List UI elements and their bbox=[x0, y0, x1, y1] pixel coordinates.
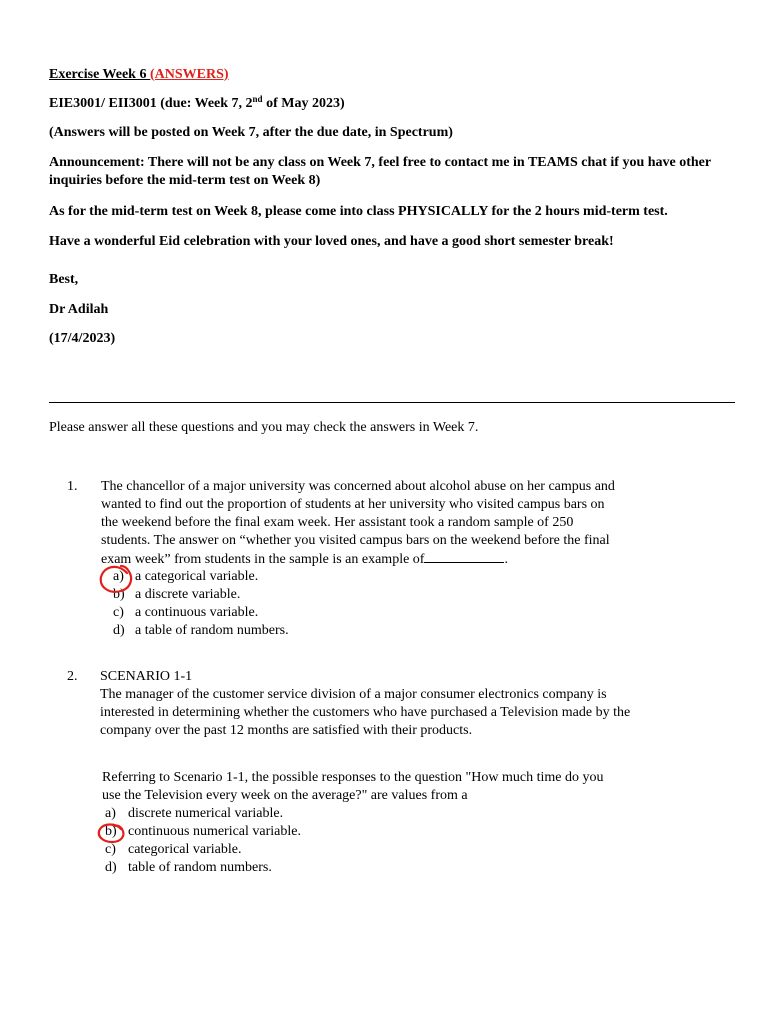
announcement-line-1: Announcement: There will not be any class on Week 7, feel free to contact me in TEAMS chat if you have other bbox=[49, 155, 712, 170]
question-1-line: students. The answer on “whether you visited campus bars on the weekend before the final bbox=[101, 533, 610, 548]
course-line bbox=[49, 95, 345, 113]
question-1-line: wanted to find out the proportion of students at her university who visited campus bars on bbox=[101, 497, 605, 512]
question-2-line: Referring to Scenario 1-1, the possible responses to the question "How much time do you bbox=[102, 770, 604, 785]
option-letter: b) bbox=[113, 587, 125, 602]
scenario-line: The manager of the customer service division of a major consumer electronics company is bbox=[100, 687, 607, 702]
question-1-text bbox=[101, 478, 615, 569]
option-text: categorical variable. bbox=[128, 842, 242, 857]
question-2-text bbox=[102, 769, 603, 805]
sign-name: Dr Adilah bbox=[49, 302, 109, 317]
option-text: table of random numbers. bbox=[128, 860, 272, 875]
question-1-line: the weekend before the final exam week. Her assistant took a random sample of 250 bbox=[101, 515, 574, 530]
announcement-line-2: inquiries before the mid-term test on Week 8) bbox=[49, 173, 321, 188]
option-text: a categorical variable. bbox=[135, 569, 259, 584]
option-letter: d) bbox=[113, 623, 125, 638]
question-1-line: exam week” from students in the sample is an example of bbox=[101, 552, 425, 567]
option-letter: c) bbox=[105, 842, 116, 857]
horizontal-rule bbox=[49, 402, 735, 403]
scenario-line: company over the past 12 months are satisfied with their products. bbox=[100, 723, 473, 738]
course-sup: nd bbox=[252, 94, 263, 104]
question-1-number: 1. bbox=[67, 479, 78, 494]
eid-line: Have a wonderful Eid celebration with your loved ones, and have a good short semester break! bbox=[49, 234, 614, 249]
scenario-line: interested in determining whether the customers who have purchased a Television made by the bbox=[100, 705, 631, 720]
course-pre: EIE3001/ EII3001 (due: Week 7, 2 bbox=[49, 96, 253, 111]
question-2-option-c[interactable] bbox=[105, 841, 241, 859]
question-1-option-a[interactable] bbox=[113, 568, 258, 586]
question-1-option-c[interactable] bbox=[113, 604, 258, 622]
option-text: a table of random numbers. bbox=[135, 623, 289, 638]
question-2-line: use the Television every week on the average?" are values from a bbox=[102, 788, 468, 803]
option-letter: a) bbox=[105, 806, 116, 821]
sign-date: (17/4/2023) bbox=[49, 331, 116, 346]
answers-tag: (ANSWERS) bbox=[149, 67, 229, 82]
option-letter: b) bbox=[105, 824, 117, 839]
option-text: a discrete variable. bbox=[135, 587, 241, 602]
sign-best: Best, bbox=[49, 272, 79, 287]
scenario-title: SCENARIO 1-1 bbox=[100, 669, 193, 684]
title-text: Exercise Week 6 bbox=[49, 67, 147, 82]
blank-end: . bbox=[504, 552, 508, 567]
exercise-title bbox=[49, 66, 229, 84]
midterm-line: As for the mid-term test on Week 8, please come into class PHYSICALLY for the 2 hours mid-term test. bbox=[49, 204, 668, 219]
answers-posted-line: (Answers will be posted on Week 7, after the due date, in Spectrum) bbox=[49, 125, 453, 140]
question-2-number: 2. bbox=[67, 669, 78, 684]
question-1-line-last bbox=[101, 550, 615, 569]
option-letter: d) bbox=[105, 860, 117, 875]
question-1-line: The chancellor of a major university was concerned about alcohol abuse on her campus and bbox=[101, 479, 615, 494]
option-letter: a) bbox=[113, 569, 124, 584]
answer-blank bbox=[424, 550, 504, 563]
scenario-block bbox=[100, 668, 630, 740]
option-letter: c) bbox=[113, 605, 124, 620]
option-text: continuous numerical variable. bbox=[128, 824, 301, 839]
option-text: a continuous variable. bbox=[135, 605, 259, 620]
question-2-option-d[interactable] bbox=[105, 859, 272, 877]
option-text: discrete numerical variable. bbox=[128, 806, 284, 821]
question-2-option-b[interactable] bbox=[105, 823, 301, 841]
question-1-option-d[interactable] bbox=[113, 622, 289, 640]
question-1-option-b[interactable] bbox=[113, 586, 240, 604]
question-2-option-a[interactable] bbox=[105, 805, 283, 823]
instructions: Please answer all these questions and you may check the answers in Week 7. bbox=[49, 420, 479, 435]
course-post: of May 2023) bbox=[262, 96, 345, 111]
